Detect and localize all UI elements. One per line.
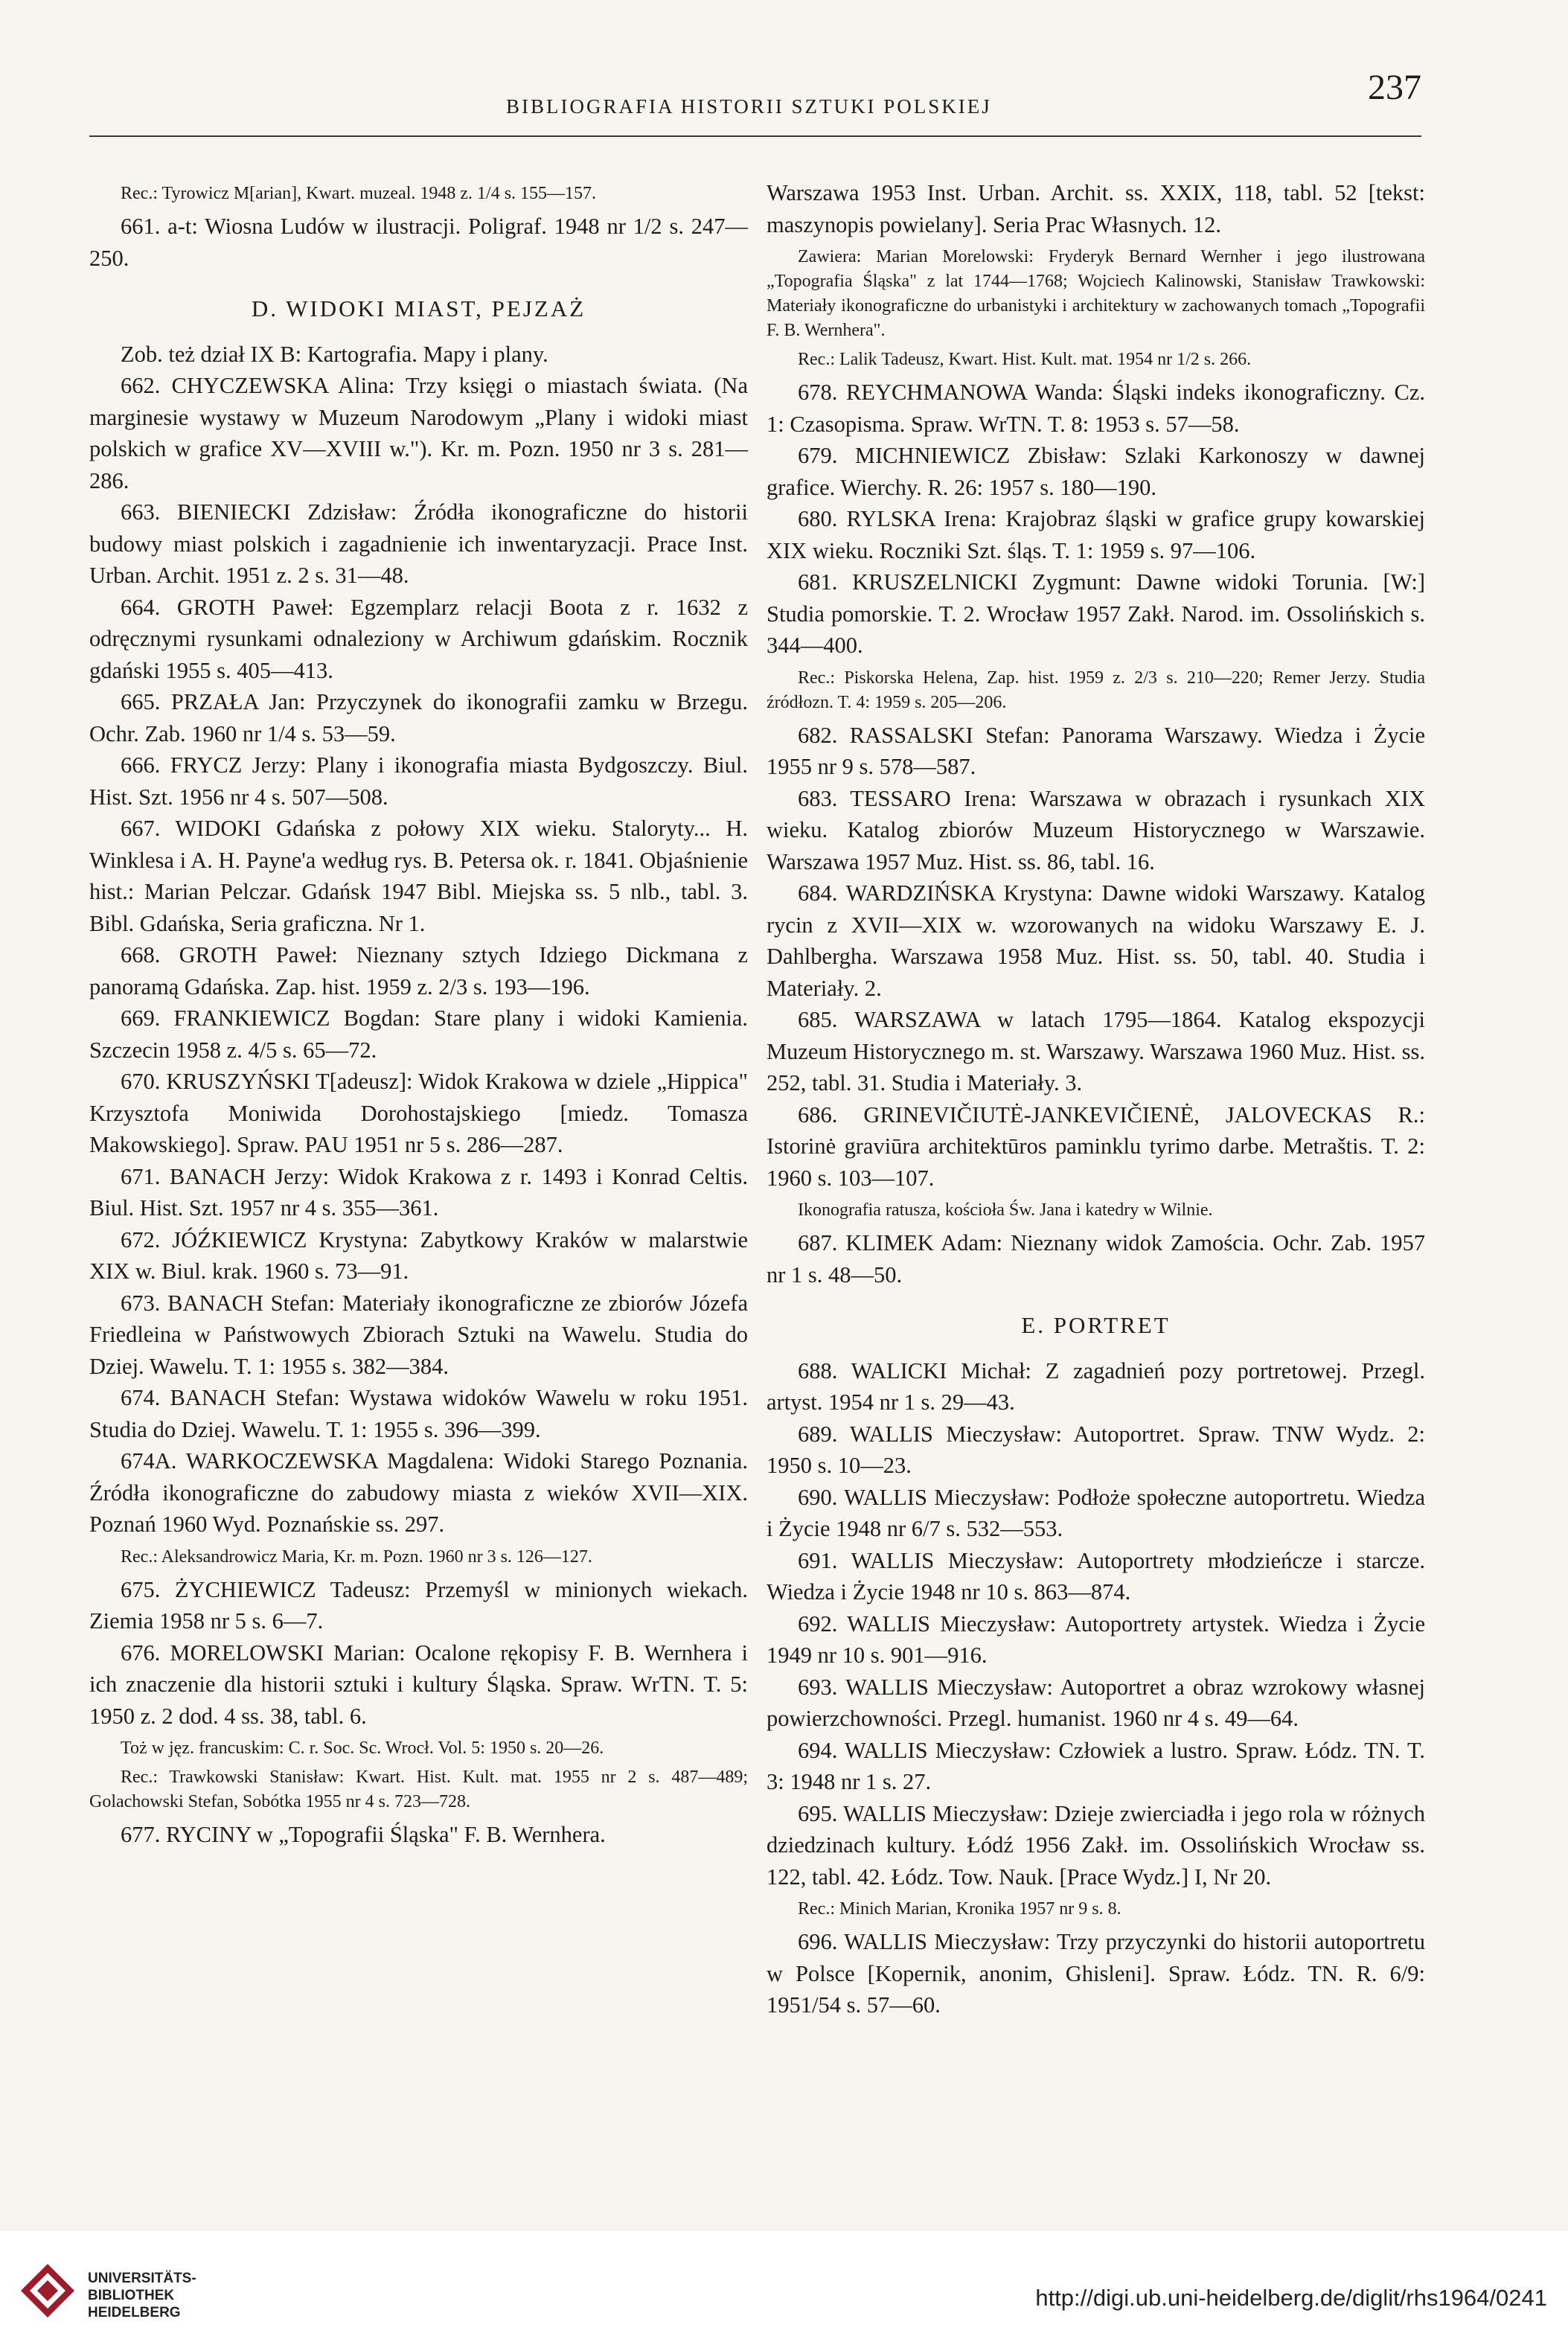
bibliography-note: Rec.: Tyrowicz M[arian], Kwart. muzeal. 1948 z. 1/4 s. 155—157. <box>121 184 597 203</box>
header-rule <box>89 135 1421 137</box>
library-name-line: BIBLIOTHEK <box>88 2288 175 2303</box>
bibliography-entry: 679. MICHNIEWICZ Zbisław: Szlaki Karkonoszy w dawnej grafice. Wierchy. R. 26: 1957 s. 180—190. <box>767 443 1425 500</box>
bibliography-entry: 663. BIENIECKI Zdzisław: Źródła ikonograficzne do historii budowy miast polskich i zagadnienie ich inwentaryzacji. Prace Inst. Urban. Archit. 1951 z. 2 s. 31—48. <box>89 499 748 588</box>
footer-bar <box>0 2231 1568 2348</box>
bibliography-entry: 674. BANACH Stefan: Wystawa widoków Wawelu w roku 1951. Studia do Dziej. Wawelu. T. 1: 1955 s. 396—399. <box>89 1385 748 1442</box>
bibliography-entry: 678. REYCHMANOWA Wanda: Śląski indeks ikonograficzny. Cz. 1: Czasopisma. Spraw. WrTN. T. 8: 1953 s. 57—58. <box>767 380 1425 437</box>
bibliography-entry-continuation: Warszawa 1953 Inst. Urban. Archit. ss. XXIX, 118, tabl. 52 [tekst: maszynopis powielany]. Seria Prac Własnych. 12. <box>767 180 1425 237</box>
bibliography-entry: 664. GROTH Paweł: Egzemplarz relacji Boota z r. 1632 z odręcznymi rysunkami odnaleziony w Archiwum gdańskim. Rocznik gdański 1955 s. 405—413. <box>89 594 748 683</box>
bibliography-entry: 690. WALLIS Mieczysław: Podłoże społeczne autoportretu. Wiedza i Życie 1948 nr 6/7 s. 532—553. <box>767 1484 1425 1541</box>
bibliography-entry: 680. RYLSKA Irena: Krajobraz śląski w grafice grupy kowarskiej XIX wieku. Roczniki Szt. śląs. T. 1: 1959 s. 97—106. <box>767 506 1425 563</box>
bibliography-entry: 685. WARSZAWA w latach 1795—1864. Katalog ekspozycji Muzeum Historycznego m. st. Warszawy. Warszawa 1960 Muz. Hist. ss. 252, tabl. 31. Studia i Materiały. 3. <box>767 1007 1425 1095</box>
page-number: 237 <box>1368 68 1421 107</box>
bibliography-note: Rec.: Aleksandrowicz Maria, Kr. m. Pozn. 1960 nr 3 s. 126—127. <box>121 1546 592 1567</box>
bibliography-entry: 696. WALLIS Mieczysław: Trzy przyczynki do historii autoportretu w Polsce [Kopernik, anonim, Ghisleni]. Spraw. Łódz. TN. R. 6/9: 1951/54 s. 57—60. <box>767 1929 1425 2018</box>
library-name-line: HEIDELBERG <box>88 2305 181 2320</box>
bibliography-entry: 670. KRUSZYŃSKI T[adeusz]: Widok Krakowa w dziele „Hippica" Krzysztofa Moniwida Dorohostajskiego [miedz. Tomasza Makowskiego]. Spraw. PAU 1951 nr 5 s. 286—287. <box>89 1069 748 1157</box>
bibliography-entry: 687. KLIMEK Adam: Nieznany widok Zamościa. Ochr. Zab. 1957 nr 1 s. 48—50. <box>767 1230 1425 1287</box>
bibliography-entry: 662. CHYCZEWSKA Alina: Trzy księgi o miastach świata. (Na marginesie wystawy w Muzeum Narodowym „Plany i widoki miast polskich w grafice XV—XVIII w."). Kr. m. Pozn. 1950 nr 3 s. 281—286. <box>89 373 748 493</box>
bibliography-entry: 674A. WARKOCZEWSKA Magdalena: Widoki Starego Poznania. Źródła ikonograficzne do zabudowy miasta z wieków XVII—XIX. Poznań 1960 Wyd. Poznańskie ss. 297. <box>89 1448 748 1537</box>
heidelberg-library-logo-icon <box>18 2261 77 2320</box>
bibliography-entry: 671. BANACH Jerzy: Widok Krakowa z r. 1493 i Konrad Celtis. Biul. Hist. Szt. 1957 nr 4 s. 355—361. <box>89 1163 748 1221</box>
bibliography-note: Rec.: Piskorska Helena, Zap. hist. 1959 z. 2/3 s. 210—220; Remer Jerzy. Studia źródłozn. T. 4: 1959 s. 205—206. <box>767 668 1425 712</box>
bibliography-entry: 668. GROTH Paweł: Nieznany sztych Idziego Dickmana z panoramą Gdańska. Zap. hist. 1959 z. 2/3 s. 193—196. <box>89 942 748 999</box>
bibliography-note: Rec.: Minich Marian, Kronika 1957 nr 9 s. 8. <box>798 1899 1121 1919</box>
bibliography-entry: 681. KRUSZELNICKI Zygmunt: Dawne widoki Torunia. [W:] Studia pomorskie. T. 2. Wrocław 1957 Zakł. Narod. im. Ossolińskich s. 344—400. <box>767 569 1425 658</box>
bibliography-entry: 683. TESSARO Irena: Warszawa w obrazach i rysunkach XIX wieku. Katalog zbiorów Muzeum Historycznego w Warszawie. Warszawa 1957 Muz. Hist. ss. 86, tabl. 16. <box>767 785 1425 874</box>
bibliography-entry: 688. WALICKI Michał: Z zagadnień pozy portretowej. Przegl. artyst. 1954 nr 1 s. 29—43. <box>767 1357 1425 1415</box>
bibliography-note: Rec.: Lalik Tadeusz, Kwart. Hist. Kult. mat. 1954 nr 1/2 s. 266. <box>798 350 1252 369</box>
bibliography-entry: Zob. też dział IX B: Kartografia. Mapy i plany. <box>121 341 548 367</box>
bibliography-entry: 665. PRZAŁA Jan: Przyczynek do ikonografii zamku w Brzegu. Ochr. Zab. 1960 nr 1/4 s. 53—59. <box>89 689 748 746</box>
bibliography-note: Rec.: Trawkowski Stanisław: Kwart. Hist. Kult. mat. 1955 nr 2 s. 487—489; Golachowski Stefan, Sobótka 1955 nr 4 s. 723—728. <box>89 1768 748 1811</box>
bibliography-entry: 692. WALLIS Mieczysław: Autoportrety artystek. Wiedza i Życie 1949 nr 10 s. 901—916. <box>767 1610 1425 1668</box>
bibliography-entry: 684. WARDZIŃSKA Krystyna: Dawne widoki Warszawy. Katalog rycin z XVII—XIX w. wzorowanych na widoku Warszawy E. J. Dahlbergha. Warszawa 1958 Muz. Hist. ss. 50, tabl. 40. Studia i Materiały. 2. <box>767 880 1425 1001</box>
bibliography-note: Toż w jęz. francuskim: C. r. Soc. Sc. Wrocł. Vol. 5: 1950 s. 20—26. <box>121 1738 604 1758</box>
bibliography-entry: 669. FRANKIEWICZ Bogdan: Stare plany i widoki Kamienia. Szczecin 1958 z. 4/5 s. 65—72. <box>89 1005 748 1063</box>
section-heading: D. WIDOKI MIAST, PEJZAŻ <box>251 295 586 322</box>
bibliography-entry: 686. GRINEVIČIUTĖ-JANKEVIČIENĖ, JALOVECKAS R.: Istorinė graviūra architektūros paminklu tyrimo darbe. Metraštis. T. 2: 1960 s. 103—107. <box>767 1101 1425 1191</box>
section-heading: E. PORTRET <box>1021 1312 1171 1338</box>
bibliography-entry: 667. WIDOKI Gdańska z połowy XIX wieku. Staloryty... H. Winklesa i A. H. Payne'a według rys. B. Petersa ok. r. 1841. Objaśnienie hist.: Marian Pelczar. Gdańsk 1947 Bibl. Miejska ss. 5 nlb., tabl. 3. Bibl. Gdańska, Seria graficzna. Nr 1. <box>89 816 748 936</box>
library-name-line: UNIVERSITÄTS- <box>88 2271 196 2286</box>
right-column <box>767 177 1425 2021</box>
bibliography-entry: 675. ŻYCHIEWICZ Tadeusz: Przemyśl w minionych wiekach. Ziemia 1958 nr 5 s. 6—7. <box>89 1576 748 1634</box>
bibliography-note: Ikonografia ratusza, kościoła Św. Jana i katedry w Wilnie. <box>798 1200 1213 1220</box>
bibliography-entry: 676. MORELOWSKI Marian: Ocalone rękopisy F. B. Wernhera i ich znaczenie dla historii sztuki i kultury Śląska. Spraw. WrTN. T. 5: 1950 z. 2 dod. 4 ss. 38, tabl. 6. <box>89 1640 748 1729</box>
page-header <box>89 67 1421 149</box>
running-title: BIBLIOGRAFIA HISTORII SZTUKI POLSKIEJ <box>506 95 992 118</box>
bibliography-entry: 694. WALLIS Mieczysław: Człowiek a lustro. Spraw. Łódz. TN. T. 3: 1948 nr 1 s. 27. <box>767 1737 1425 1794</box>
bibliography-entry: 661. a-t: Wiosna Ludów w ilustracji. Poligraf. 1948 nr 1/2 s. 247—250. <box>89 214 748 271</box>
bibliography-entry: 693. WALLIS Mieczysław: Autoportret a obraz wzrokowy własnej powierzchowności. Przegl. humanist. 1960 nr 4 s. 49—64. <box>767 1674 1425 1731</box>
library-name <box>88 2270 196 2321</box>
bibliography-entry: 691. WALLIS Mieczysław: Autoportrety młodzieńcze i starcze. Wiedza i Życie 1948 nr 10 s. 863—874. <box>767 1547 1425 1605</box>
bibliography-entry: 672. JÓŹKIEWICZ Krystyna: Zabytkowy Kraków w malarstwie XIX w. Biul. krak. 1960 s. 73—91. <box>89 1226 748 1284</box>
bibliography-entry: 682. RASSALSKI Stefan: Panorama Warszawy. Wiedza i Życie 1955 nr 9 s. 578—587. <box>767 722 1425 779</box>
bibliography-entry: 689. WALLIS Mieczysław: Autoportret. Spraw. TNW Wydz. 2: 1950 s. 10—23. <box>767 1421 1425 1478</box>
bibliography-entry: 666. FRYCZ Jerzy: Plany i ikonografia miasta Bydgoszczy. Biul. Hist. Szt. 1956 nr 4 s. 507—508. <box>89 752 748 810</box>
bibliography-note: Zawiera: Marian Morelowski: Fryderyk Bernard Wernher i jego ilustrowana „Topografia Śląska" z lat 1744—1768; Wojciech Kalinowski, Stanisław Trawkowski: Materiały ikonograficzne do urbanistyki i architektury w zachowanych tomach „Topografii F. B. Wernhera". <box>767 247 1425 340</box>
bibliography-entry: 673. BANACH Stefan: Materiały ikonograficzne ze zbiorów Józefa Friedleina w Państwowych Zbiorach Sztuki na Wawelu. Studia do Dziej. Wawelu. T. 1: 1955 s. 382—384. <box>89 1290 748 1379</box>
bibliography-entry: 695. WALLIS Mieczysław: Dzieje zwierciadła i jego rola w różnych dziedzinach kultury. Łódź 1956 Zakł. im. Ossolińskich Wrocław ss. 122, tabl. 42. Łódz. Tow. Nauk. [Prace Wydz.] I, Nr 20. <box>767 1800 1425 1890</box>
source-url-link[interactable]: http://digi.ub.uni-heidelberg.de/diglit/rhs1964/0241 <box>1035 2285 1547 2311</box>
left-column <box>89 177 748 1851</box>
bibliography-entry: 677. RYCINY w „Topografii Śląska" F. B. Wernhera. <box>121 1822 606 1847</box>
